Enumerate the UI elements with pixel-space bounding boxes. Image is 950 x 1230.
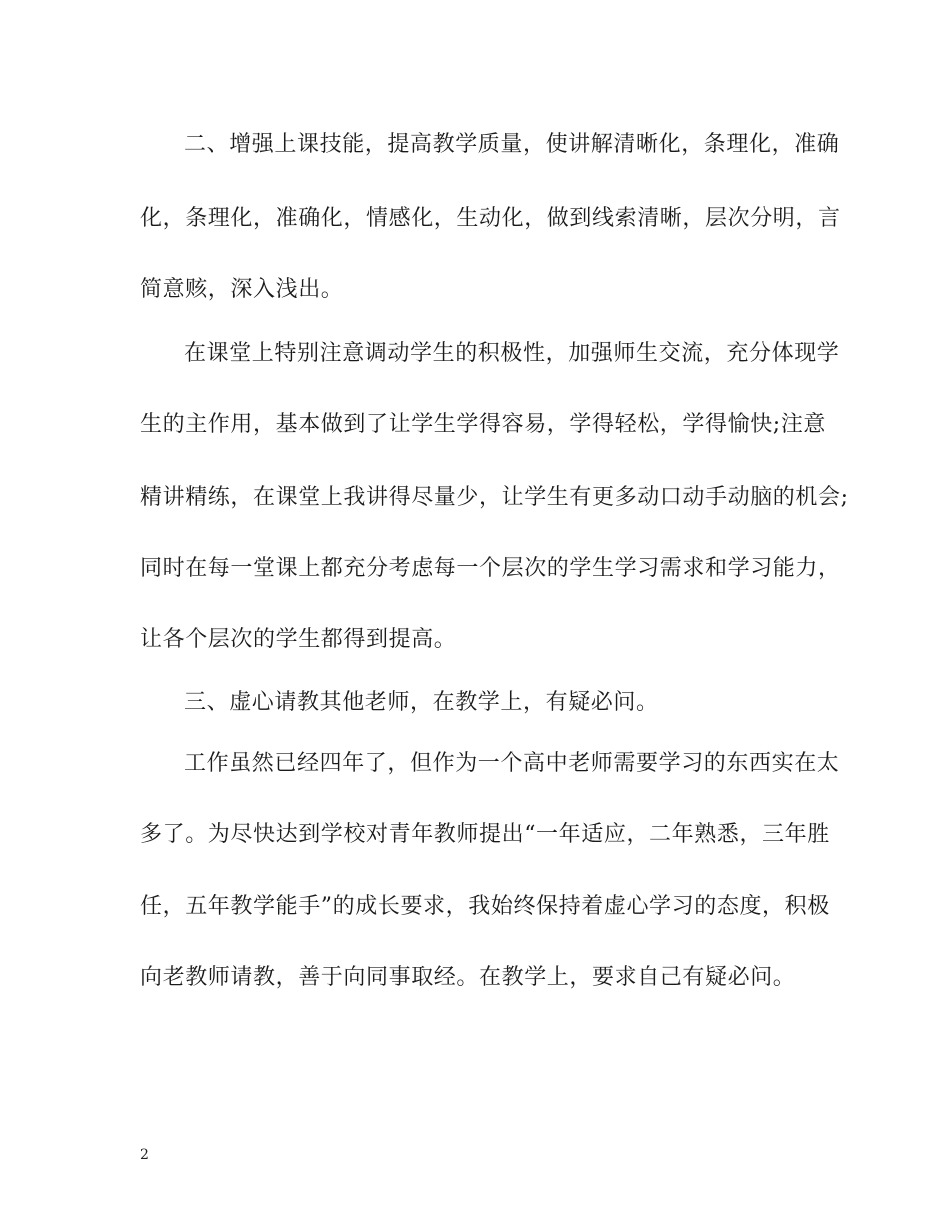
paragraph-line: 生的主作用，基本做到了让学生学得容易，学得轻松，学得愉快;注意	[140, 412, 827, 437]
paragraph-line: 任，五年教学能手”的成长要求，我始终保持着虚心学习的态度，积极	[140, 894, 830, 919]
page-number: 2	[140, 1147, 149, 1163]
paragraph-line: 多了。为尽快达到学校对青年教师提出“一年适应，二年熟悉，三年胜	[140, 822, 830, 847]
paragraph-line: 简意赅，深入浅出。	[140, 277, 344, 302]
section-heading: 三、虚心请教其他老师，在教学上，有疑必问。	[184, 690, 659, 715]
paragraph-line: 精讲精练，在课堂上我讲得尽量少，让学生有更多动口动手动脑的机会;	[140, 485, 849, 510]
paragraph-line: 化，条理化，准确化，情感化，生动化，做到线索清晰，层次分明，言	[140, 206, 841, 231]
paragraph-line: 工作虽然已经四年了，但作为一个高中老师需要学习的东西实在太	[184, 751, 840, 776]
paragraph-line: 二、增强上课技能，提高教学质量，使讲解清晰化，条理化，准确	[184, 132, 840, 157]
paragraph-line: 向老教师请教，善于向同事取经。在教学上，要求自己有疑必问。	[140, 965, 796, 990]
paragraph-line: 让各个层次的学生都得到提高。	[140, 627, 457, 652]
paragraph-line: 同时在每一堂课上都充分考虑每一个层次的学生学习需求和学习能力，	[140, 556, 841, 581]
paragraph-line: 在课堂上特别注意调动学生的积极性，加强师生交流，充分体现学	[184, 341, 840, 366]
